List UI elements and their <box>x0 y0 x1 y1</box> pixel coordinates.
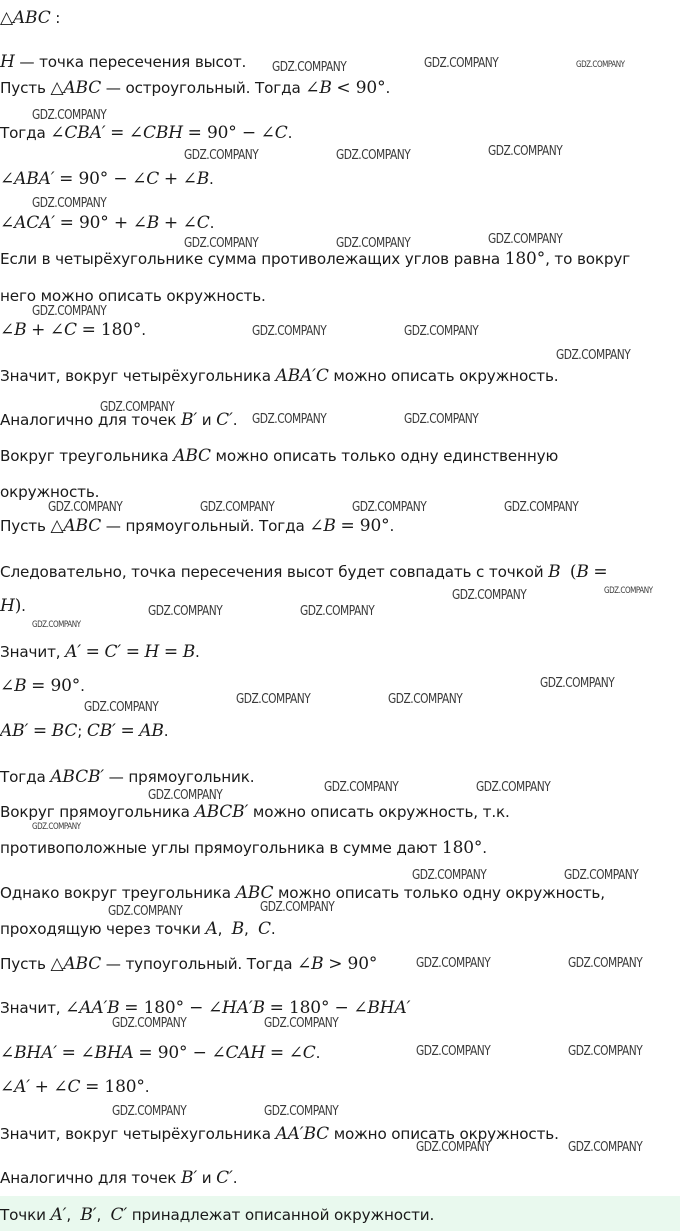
watermark: GDZ.COMPANY <box>32 304 107 319</box>
watermark: GDZ.COMPANY <box>200 500 275 515</box>
watermark: GDZ.COMPANY <box>568 1140 643 1155</box>
watermark: GDZ.COMPANY <box>84 700 159 715</box>
watermark: GDZ.COMPANY <box>416 956 491 971</box>
watermark: GDZ.COMPANY <box>32 822 81 832</box>
solution-line: Аналогично для точек B′ и C′. <box>0 410 238 430</box>
watermark: GDZ.COMPANY <box>504 500 579 515</box>
watermark: GDZ.COMPANY <box>32 620 81 630</box>
watermark: GDZ.COMPANY <box>48 500 123 515</box>
watermark: GDZ.COMPANY <box>324 780 399 795</box>
watermark: GDZ.COMPANY <box>148 788 223 803</box>
solution-line: Тогда ∠CBA′ = ∠CBH = 90° − ∠C. <box>0 123 293 143</box>
solution-line: H). <box>0 596 26 616</box>
watermark: GDZ.COMPANY <box>32 108 107 123</box>
solution-line: Вокруг треугольника ABC можно описать только одну единственную <box>0 446 559 466</box>
solution-line: Значит, ∠AA′B = 180° − ∠HA′B = 180° − ∠BHA′ <box>0 998 411 1018</box>
watermark: GDZ.COMPANY <box>476 780 551 795</box>
watermark: GDZ.COMPANY <box>336 148 411 163</box>
watermark: GDZ.COMPANY <box>452 588 527 603</box>
watermark: GDZ.COMPANY <box>336 236 411 251</box>
watermark: GDZ.COMPANY <box>112 1016 187 1031</box>
answer-line: Точки A′, B′, C′ принадлежат описанной окружности. <box>0 1205 435 1225</box>
solution-line: Следовательно, точка пересечения высот будет совпадать с точкой B (B = <box>0 562 608 582</box>
watermark: GDZ.COMPANY <box>108 904 183 919</box>
watermark: GDZ.COMPANY <box>148 604 223 619</box>
solution-line: Пусть △ABC — прямоугольный. Тогда ∠B = 90°. <box>0 516 395 536</box>
solution-line: проходящую через точки A, B, C. <box>0 919 276 939</box>
watermark: GDZ.COMPANY <box>488 144 563 159</box>
watermark: GDZ.COMPANY <box>604 586 653 596</box>
solution-line: Значит, вокруг четырёхугольника AA′BC можно описать окружность. <box>0 1124 559 1144</box>
watermark: GDZ.COMPANY <box>260 900 335 915</box>
solution-line: ∠B = 90°. <box>0 676 85 696</box>
solution-line: ∠ACA′ = 90° + ∠B + ∠C. <box>0 213 215 233</box>
solution-line: Тогда ABCB′ — прямоугольник. <box>0 767 255 787</box>
watermark: GDZ.COMPANY <box>424 56 499 71</box>
solution-line: Пусть △ABC — остроугольный. Тогда ∠B < 90°. <box>0 78 391 98</box>
watermark: GDZ.COMPANY <box>564 868 639 883</box>
solution-line: AB′ = BC; CB′ = AB. <box>0 721 169 741</box>
solution-line: Если в четырёхугольнике сумма противолежащих углов равна 180°, то вокруг <box>0 249 631 269</box>
watermark: GDZ.COMPANY <box>252 324 327 339</box>
watermark: GDZ.COMPANY <box>32 196 107 211</box>
watermark: GDZ.COMPANY <box>404 324 479 339</box>
solution-line: Пусть △ABC — тупоугольный. Тогда ∠B > 90° <box>0 954 378 974</box>
solution-line: H — точка пересечения высот. <box>0 52 247 72</box>
watermark: GDZ.COMPANY <box>388 692 463 707</box>
watermark: GDZ.COMPANY <box>300 604 375 619</box>
watermark: GDZ.COMPANY <box>184 236 259 251</box>
solution-line: Значит, A′ = C′ = H = B. <box>0 642 200 662</box>
solution-line: △ABC : <box>0 8 61 28</box>
watermark: GDZ.COMPANY <box>568 1044 643 1059</box>
watermark: GDZ.COMPANY <box>236 692 311 707</box>
watermark: GDZ.COMPANY <box>416 1044 491 1059</box>
solution-line: ∠B + ∠C = 180°. <box>0 320 146 340</box>
watermark: GDZ.COMPANY <box>272 60 347 75</box>
watermark: GDZ.COMPANY <box>100 400 175 415</box>
solution-line: ∠ABA′ = 90° − ∠C + ∠B. <box>0 169 214 189</box>
watermark: GDZ.COMPANY <box>540 676 615 691</box>
watermark: GDZ.COMPANY <box>264 1104 339 1119</box>
watermark: GDZ.COMPANY <box>416 1140 491 1155</box>
solution-line: Аналогично для точек B′ и C′. <box>0 1168 238 1188</box>
solution-line: Однако вокруг треугольника ABC можно описать только одну окружность, <box>0 883 605 903</box>
solution-line: ∠BHA′ = ∠BHA = 90° − ∠CAH = ∠C. <box>0 1043 321 1063</box>
solution-line: него можно описать окружность. <box>0 287 266 305</box>
solution-line: ∠A′ + ∠C = 180°. <box>0 1077 150 1097</box>
watermark: GDZ.COMPANY <box>412 868 487 883</box>
solution-line: противоположные углы прямоугольника в сумме дают 180°. <box>0 838 487 858</box>
watermark: GDZ.COMPANY <box>352 500 427 515</box>
watermark: GDZ.COMPANY <box>576 60 625 70</box>
solution-line: Значит, вокруг четырёхугольника ABA′C можно описать окружность. <box>0 366 559 386</box>
watermark: GDZ.COMPANY <box>184 148 259 163</box>
watermark: GDZ.COMPANY <box>568 956 643 971</box>
solution-line: Вокруг прямоугольника ABCB′ можно описать окружность, т.к. <box>0 802 510 822</box>
watermark: GDZ.COMPANY <box>252 412 327 427</box>
watermark: GDZ.COMPANY <box>556 348 631 363</box>
watermark: GDZ.COMPANY <box>112 1104 187 1119</box>
solution-line: окружность. <box>0 483 100 501</box>
watermark: GDZ.COMPANY <box>264 1016 339 1031</box>
watermark: GDZ.COMPANY <box>404 412 479 427</box>
watermark: GDZ.COMPANY <box>488 232 563 247</box>
